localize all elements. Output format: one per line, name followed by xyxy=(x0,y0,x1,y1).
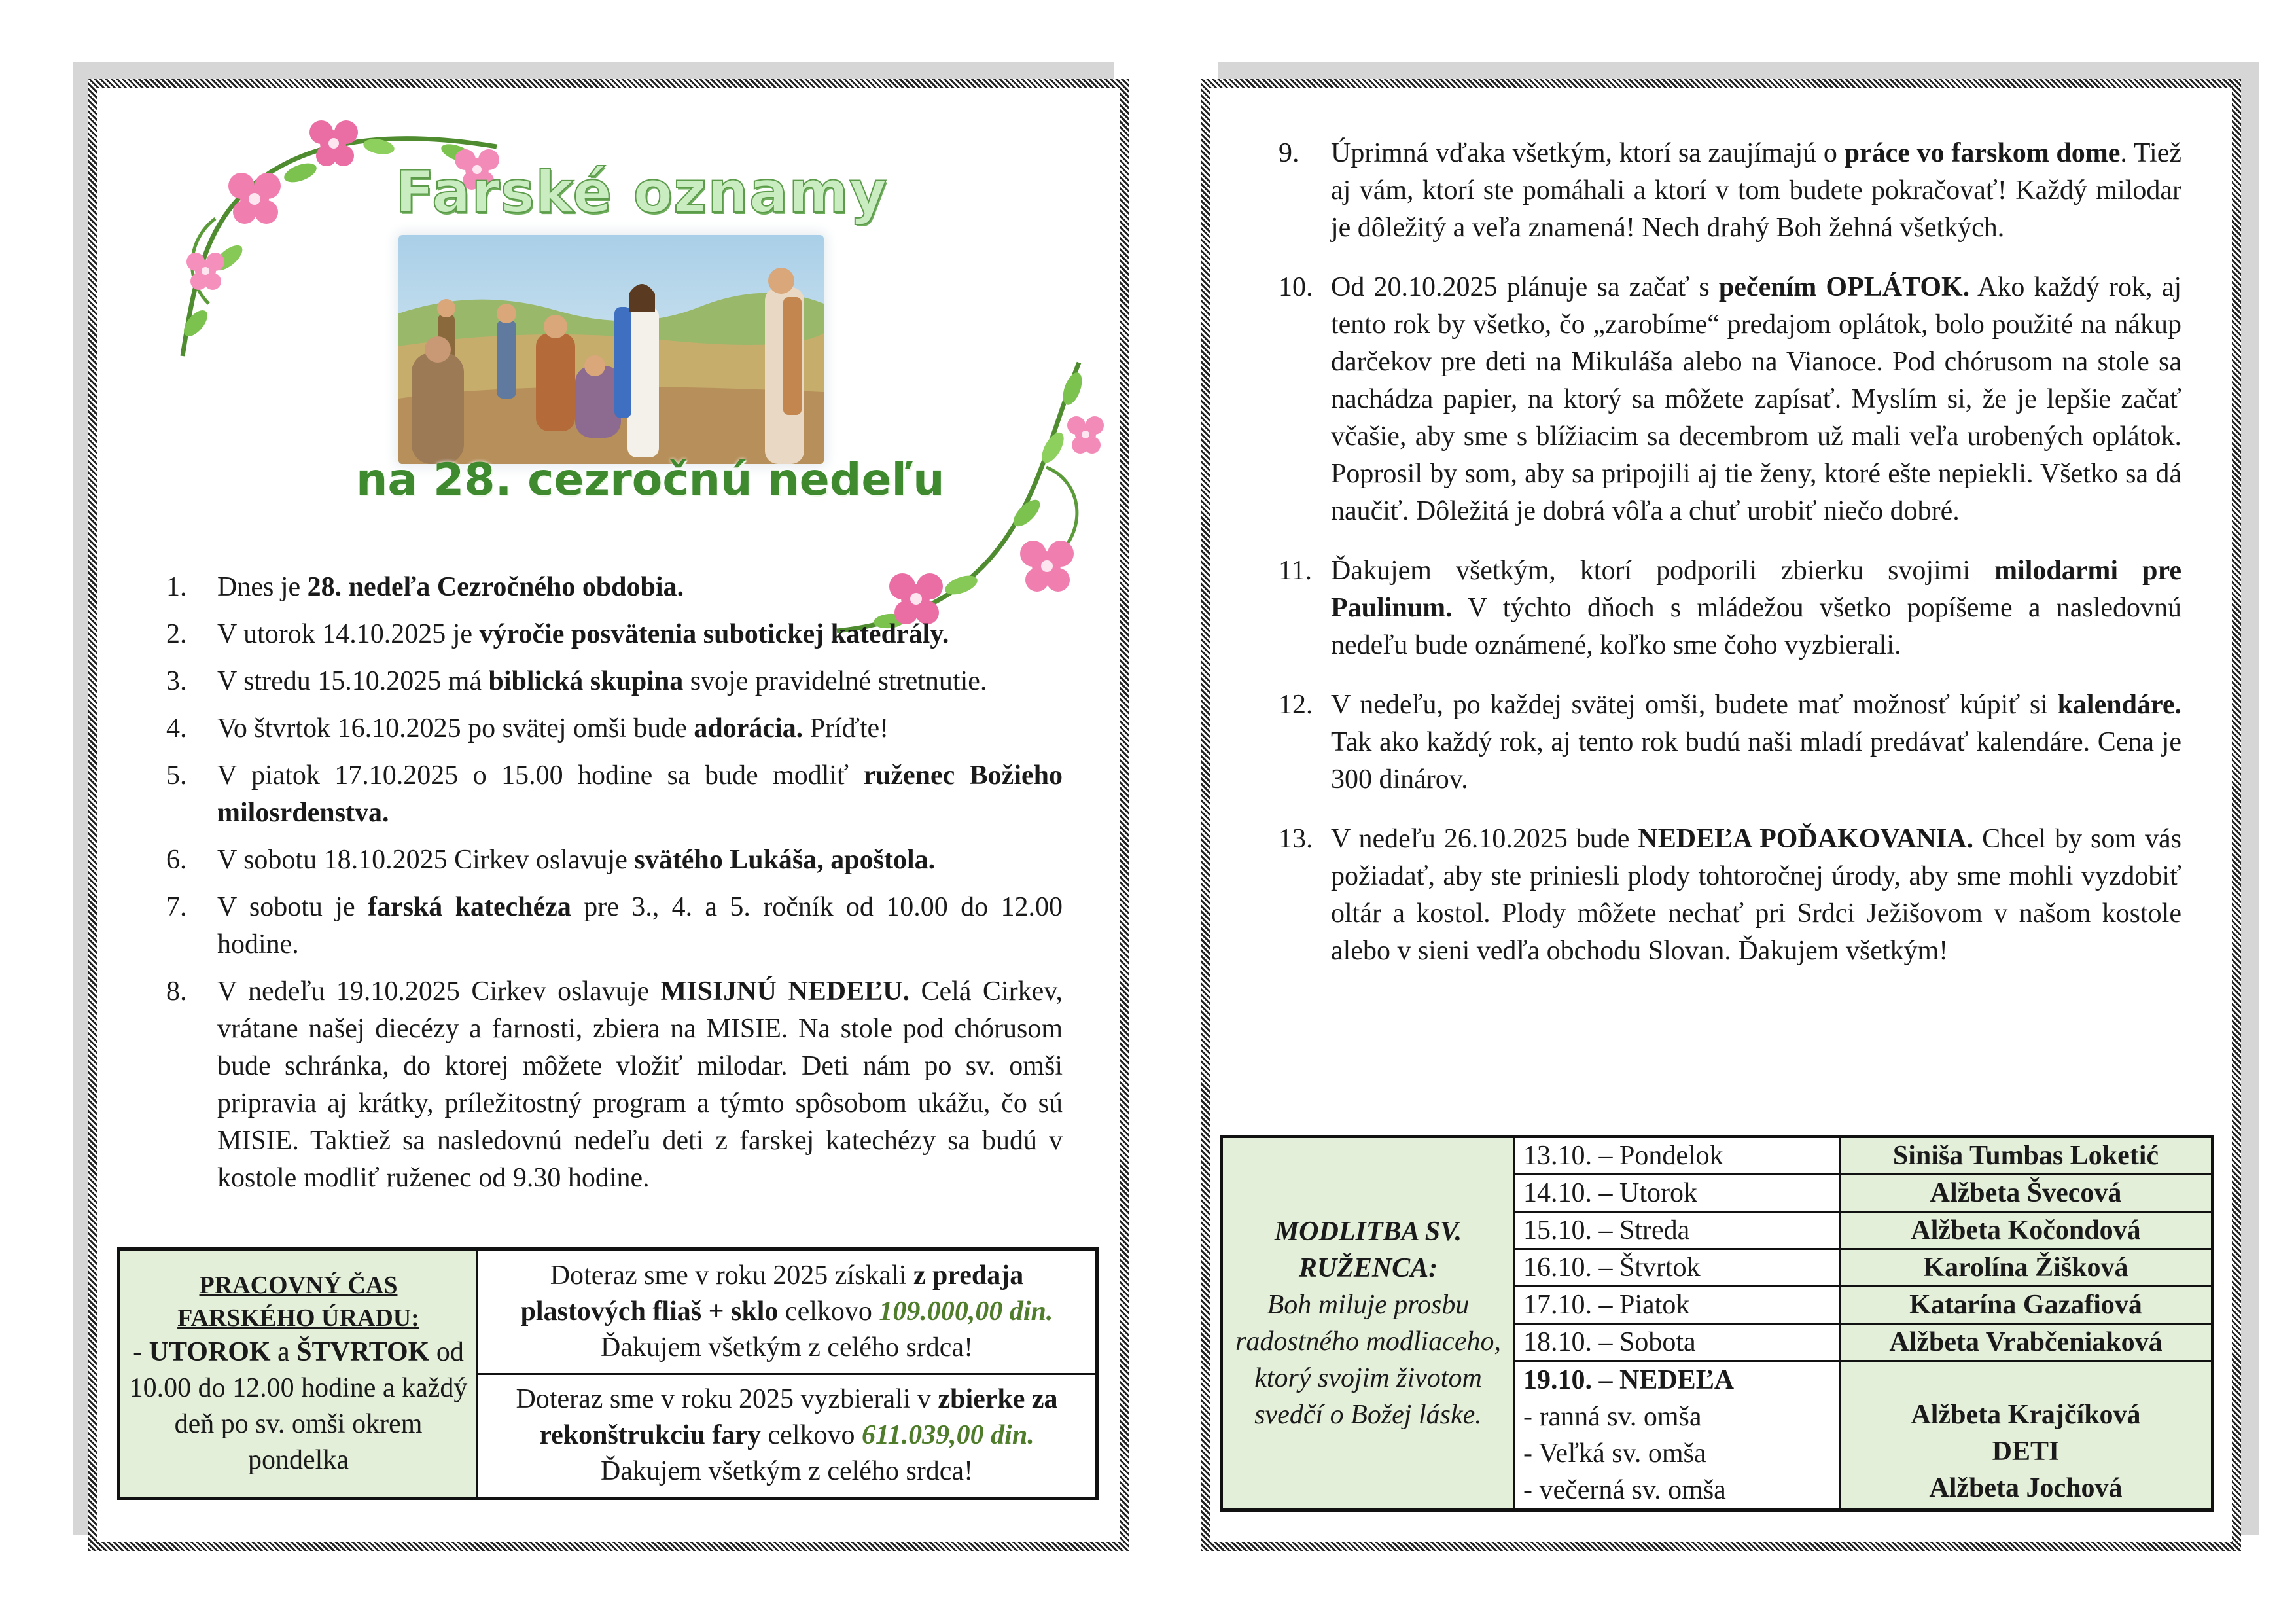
announcement-9: 9. Úprimná vďaka všetkým, ktorí sa zaujímajú o práce vo farskom dome. Tiež aj vám, ktorí ste pomáhali a ktorí v tom budete pokračovať! Každý milodar je dôležitý a veľa znamená! Nech drahý Boh žehná všetkých. xyxy=(1279,135,2181,247)
bulletin-subtitle: na 28. cezročnú nedeľu xyxy=(356,454,945,506)
rosary-leader: Siniša Tumbas Loketić xyxy=(1840,1137,2213,1175)
item-number: 10. xyxy=(1279,272,1313,302)
rosary-day: 14.10. – Utorok xyxy=(1515,1175,1840,1212)
item-number: 7. xyxy=(166,892,187,922)
rosary-day: 15.10. – Streda xyxy=(1515,1212,1840,1249)
office-hours-cell xyxy=(119,1249,478,1499)
office-hours-heading: PRACOVNÝ ČAS FARSKÉHO ÚRADU: xyxy=(177,1272,419,1332)
announcement-3: 3. V stredu 15.10.2025 má biblická skupina svoje pravidelné stretnutie. xyxy=(166,663,1063,700)
rosary-leader: Alžbeta Jochová xyxy=(1929,1473,2123,1503)
item-number: 12. xyxy=(1279,690,1313,720)
announcement-2: 2. V utorok 14.10.2025 je výročie posvätenia subotickej katedrály. xyxy=(166,616,1063,653)
rosary-schedule-table xyxy=(1220,1135,2214,1512)
gospel-scene-picture xyxy=(398,235,824,464)
rosary-day: 13.10. – Pondelok xyxy=(1515,1137,1840,1175)
announcement-6: 6. V sobotu 18.10.2025 Cirkev oslavuje svätého Lukáša, apoštola. xyxy=(166,842,1063,879)
bulletin-title: Farské oznamy xyxy=(395,158,888,226)
item-number: 8. xyxy=(166,976,187,1007)
announcement-8: 8. V nedeľu 19.10.2025 Cirkev oslavuje MISIJNÚ NEDEĽU. Celá Cirkev, vrátane našej diecézy a farnosti, zbiera na MISIE. Na stole pod chórusom bude schránka, do ktorej môžete vložiť milodar. Deti nám po sv. omši pripravia aj krátky, príležitostný program a týmto spôsobom ukážu, čo sú MISIE. Taktiež sa nasledovnú nedeľu deti z farskej katechézy sa budú v kostole modliť ruženec od 9.30 hodine. xyxy=(166,973,1063,1197)
rosary-sunday-cell xyxy=(1515,1361,1840,1510)
left-page xyxy=(88,79,1129,1551)
rosary-heading: MODLITBA SV. RUŽENCA: xyxy=(1274,1217,1462,1283)
rosary-day: 16.10. – Štvrtok xyxy=(1515,1249,1840,1287)
announcement-12: 12. V nedeľu, po každej svätej omši, budete mať možnosť kúpiť si kalendáre. Tak ako každý rok, aj tento rok budú naši mladí predávať kalendáre. Cena je 300 dinárov. xyxy=(1279,687,2181,798)
office-hours-text: - UTOROK a ŠTVRTOK od 10.00 do 12.00 hodine a každý deň po sv. omši okrem pondelka xyxy=(129,1337,468,1475)
item-number: 2. xyxy=(166,619,187,649)
announcement-4: 4. Vo štvrtok 16.10.2025 po svätej omši bude adorácia. Príďte! xyxy=(166,710,1063,747)
collection-bottles-cell: Doteraz sme v roku 2025 získali z predaja plastových fliaš + sklo celkovo 109.000,00 din. Ďakujem všetkým z celého srdca! xyxy=(478,1249,1097,1374)
rosary-leader: Katarína Gazafiová xyxy=(1840,1287,2213,1324)
collection-rectory-cell: Doteraz sme v roku 2025 vyzbierali v zbierke za rekonštrukciu fary celkovo 611.039,00 din. Ďakujem všetkým z celého srdca! xyxy=(478,1374,1097,1499)
rosary-day: 18.10. – Sobota xyxy=(1515,1324,1840,1361)
right-page xyxy=(1201,79,2241,1551)
rosary-leader: Alžbeta Kočondová xyxy=(1840,1212,2213,1249)
rosary-sunday-leaders xyxy=(1840,1361,2213,1510)
rosary-mass: - Veľká sv. omša xyxy=(1523,1438,1706,1469)
announcement-13: 13. V nedeľu 26.10.2025 bude NEDEĽA POĎAKOVANIA. Chcel by som vás požiadať, aby ste priniesli plody tohtoročnej úrody, aby sme mohli vyzdobiť oltár a kostol. Plody môžete nechať pri Srdci Ježišovom v našom kostole alebo v sieni vedľa obchodu Slovan. Ďakujem všetkým! xyxy=(1279,821,2181,970)
rosary-mass: - večerná sv. omša xyxy=(1523,1475,1726,1505)
rosary-leader: DETI xyxy=(1992,1436,2060,1467)
item-number: 9. xyxy=(1279,138,1299,168)
rosary-leader: Alžbeta Krajčíková xyxy=(1911,1400,2141,1430)
announcement-7: 7. V sobotu je farská katechéza pre 3., 4. a 5. ročník od 10.00 do 12.00 hodine. xyxy=(166,889,1063,963)
announcements-list-left xyxy=(166,569,1063,1207)
rosary-leader: Karolína Žišková xyxy=(1840,1249,2213,1287)
announcement-11: 11. Ďakujem všetkým, ktorí podporili zbierku svojimi milodarmi pre Paulinum. V týchto dňoch s mládežou všetko popíšeme a nasledovnú nedeľu bude oznámené, koľko sme čoho vyzbierali. xyxy=(1279,552,2181,664)
announcement-10: 10. Od 20.10.2025 plánuje sa začať s pečením OPLÁTOK. Ako každý rok, aj tento rok by všetko, čo „zarobíme“ predajom oplátok, bolo použité na nákup darčekov pre deti na Mikuláša alebo na Vianoce. Pod chórusom na stole sa nachádza papier, na ktorý sa môžete zapísať. Myslím si, že je lepšie začať včašie, aby sme s blížiacim sa decembrom už mali veľa urobených oplátok. Poprosil by som, aby sa pripojili aj tie ženy, ktoré ešte nepiekli. Všetko sa dá naučiť. Dôležitá je dobrá vôľa a chuť urobiť niečo dobré. xyxy=(1279,269,2181,530)
rosary-day: 17.10. – Piatok xyxy=(1515,1287,1840,1324)
announcement-1: 1. Dnes je 28. nedeľa Cezročného obdobia. xyxy=(166,569,1063,606)
rosary-sunday-day: 19.10. – NEDEĽA xyxy=(1523,1365,1735,1395)
announcement-5: 5. V piatok 17.10.2025 o 15.00 hodine sa bude modliť ruženec Božieho milosrdenstva. xyxy=(166,757,1063,832)
item-number: 3. xyxy=(166,666,187,696)
rosary-leader: Alžbeta Švecová xyxy=(1840,1175,2213,1212)
item-number: 4. xyxy=(166,713,187,743)
item-number: 6. xyxy=(166,845,187,875)
rosary-mass: - ranná sv. omša xyxy=(1523,1402,1702,1432)
rosary-heading-cell xyxy=(1222,1137,1515,1510)
item-number: 13. xyxy=(1279,824,1313,854)
announcements-list-right xyxy=(1279,135,2181,992)
item-number: 11. xyxy=(1279,556,1312,586)
rosary-leader: Alžbeta Vrabčeniaková xyxy=(1840,1324,2213,1361)
item-number: 5. xyxy=(166,760,187,791)
item-number: 1. xyxy=(166,572,187,602)
office-hours-table xyxy=(117,1247,1099,1500)
rosary-motto: Boh miluje prosbu radostného modliaceho, ktorý svojim životom svedčí o Božej láske. xyxy=(1235,1290,1501,1430)
